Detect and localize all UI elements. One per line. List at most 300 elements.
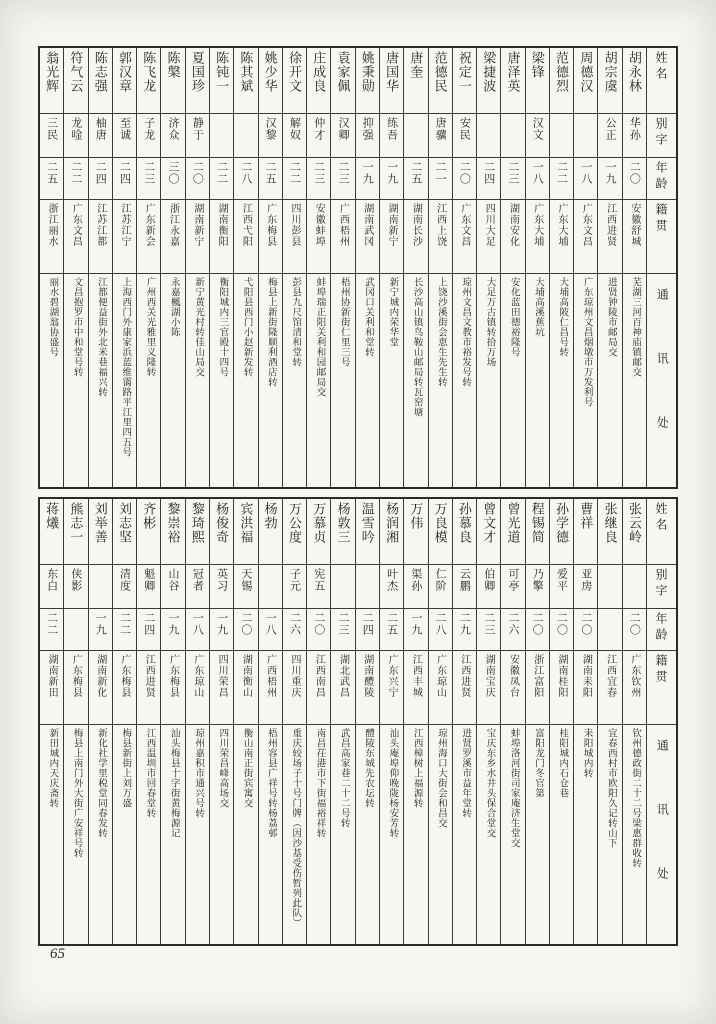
origin-cell: [137, 651, 160, 725]
entry-column: [161, 499, 185, 944]
entry-column: [113, 499, 137, 944]
age-value: 二〇: [579, 612, 592, 636]
person-name: 孙学德: [554, 502, 570, 544]
age-cell: [40, 158, 63, 200]
origin-cell: [501, 200, 524, 274]
person-name: 祝定一: [456, 51, 472, 93]
courtesy-cell: [356, 114, 379, 158]
person-name: 姚少华: [262, 51, 278, 93]
origin-value: 湖南新化: [94, 654, 106, 698]
origin-value: 湖南桂阳: [556, 654, 568, 698]
origin-cell: [331, 200, 354, 274]
contact-cell: [331, 274, 354, 487]
age-value: 二〇: [458, 161, 471, 185]
entry-column: [113, 48, 137, 487]
entry-column: [186, 48, 210, 487]
age-cell: [331, 609, 354, 651]
origin-value: 湖北武昌: [337, 654, 349, 698]
courtesy-cell: [453, 565, 476, 609]
header-column-bottom: [647, 499, 676, 944]
courtesy-name: 至诚: [118, 117, 131, 141]
person-name: 夏国珍: [189, 51, 205, 93]
person-name: 周德汉: [578, 51, 594, 93]
age-value: 二三: [482, 612, 495, 636]
age-value: 二二: [555, 161, 568, 185]
age-cell: [404, 609, 427, 651]
contact-address: 汕头梅县十字街黄梅源记: [168, 728, 179, 838]
courtesy-name: 汉文: [531, 117, 544, 141]
age-value: 二二: [215, 161, 228, 185]
age-cell: [526, 609, 549, 651]
entry-column: [623, 499, 647, 944]
person-name: 杨勃: [262, 502, 278, 530]
name-cell: [501, 499, 524, 565]
age-cell: [137, 158, 160, 200]
entry-column: [307, 48, 331, 487]
age-value: 二〇: [239, 612, 252, 636]
origin-cell: [550, 200, 573, 274]
age-cell: [429, 609, 452, 651]
name-cell: [526, 499, 549, 565]
origin-cell: [550, 651, 573, 725]
name-cell: [501, 48, 524, 114]
courtesy-name: 汉卿: [337, 117, 350, 141]
contact-cell: [161, 274, 184, 487]
age-value: 二〇: [628, 161, 641, 185]
courtesy-name: 子元: [288, 568, 301, 592]
entry-column: [453, 48, 477, 487]
origin-cell: [161, 200, 184, 274]
courtesy-cell: [501, 114, 524, 158]
header-name-cell: [647, 499, 676, 565]
contact-cell: [113, 274, 136, 487]
header-age-label: 年龄: [654, 161, 668, 193]
entry-column: [404, 48, 428, 487]
contact-cell: [210, 274, 233, 487]
courtesy-cell: [40, 114, 63, 158]
person-name: 孙慕良: [456, 502, 472, 544]
contact-address: 琼州海口大街会和昌交: [435, 728, 446, 828]
name-cell: [283, 48, 306, 114]
header-origin-cell: [647, 200, 676, 274]
contact-address: 芜湖三河百神庙镇邮交: [630, 277, 641, 377]
origin-value: 湖南醴陵: [361, 654, 373, 698]
contact-address: 新田城内天庆斋转: [47, 728, 58, 808]
name-cell: [113, 499, 136, 565]
header-age-cell: [647, 158, 676, 200]
name-cell: [429, 499, 452, 565]
courtesy-name: 安民: [458, 117, 471, 141]
courtesy-cell: [89, 565, 112, 609]
header-contact-cell: [647, 725, 676, 944]
person-name: 杨敦三: [335, 502, 351, 544]
courtesy-cell: [526, 565, 549, 609]
age-value: 二六: [288, 612, 301, 636]
age-cell: [550, 158, 573, 200]
name-cell: [623, 499, 646, 565]
origin-cell: [137, 200, 160, 274]
origin-value: 江西南昌: [313, 654, 325, 698]
origin-cell: [186, 651, 209, 725]
origin-value: 广东梅县: [264, 203, 276, 247]
contact-cell: [526, 725, 549, 944]
person-name: 杨润湘: [384, 502, 400, 544]
origin-cell: [259, 651, 282, 725]
origin-value: 湖南宝庆: [483, 654, 495, 698]
contact-cell: [113, 725, 136, 944]
contact-address: 安化蓝田德裕隆号: [508, 277, 519, 357]
age-cell: [380, 609, 403, 651]
origin-cell: [64, 651, 87, 725]
name-cell: [574, 499, 597, 565]
entry-column: [64, 48, 88, 487]
courtesy-cell: [283, 565, 306, 609]
age-cell: [259, 158, 282, 200]
contact-address: 醴陵东城先农坛转: [363, 728, 374, 808]
courtesy-name: 公正: [604, 117, 617, 141]
courtesy-name: 仁阶: [434, 568, 447, 592]
contact-cell: [501, 725, 524, 944]
contact-cell: [477, 274, 500, 487]
courtesy-name: 柚唐: [94, 117, 107, 141]
age-value: 二四: [94, 161, 107, 185]
age-value: 二四: [361, 612, 374, 636]
origin-value: 湖南武冈: [361, 203, 373, 247]
contact-cell: [380, 725, 403, 944]
header-origin-cell: [647, 651, 676, 725]
courtesy-name: 仲才: [312, 117, 325, 141]
contact-address: 广州西关光雅里义隆转: [144, 277, 155, 377]
origin-value: 广东钦州: [628, 654, 640, 698]
name-cell: [234, 48, 257, 114]
contact-cell: [64, 274, 87, 487]
contact-address: 桂阳城内石仓巷: [557, 728, 568, 798]
courtesy-name: 练吾: [385, 117, 398, 141]
courtesy-cell: [598, 114, 621, 158]
entry-column: [161, 48, 185, 487]
contact-cell: [210, 725, 233, 944]
origin-value: 江西进贤: [458, 654, 470, 698]
contact-address: 武冈口关利和堂转: [363, 277, 374, 357]
name-cell: [283, 499, 306, 565]
courtesy-name: 龙唫: [69, 117, 82, 141]
age-cell: [283, 158, 306, 200]
courtesy-cell: [429, 114, 452, 158]
age-cell: [186, 609, 209, 651]
person-name: 曾文才: [481, 502, 497, 544]
person-name: 黎琦熙: [189, 502, 205, 544]
person-name: 熊志一: [68, 502, 84, 544]
age-cell: [113, 158, 136, 200]
courtesy-name: 三民: [45, 117, 58, 141]
name-cell: [113, 48, 136, 114]
name-cell: [623, 48, 646, 114]
courtesy-name: 亚房: [579, 568, 592, 592]
courtesy-name: 华孙: [628, 117, 641, 141]
contact-address: 耒阳城内转: [581, 728, 592, 778]
origin-value: 安徽蚌埠: [313, 203, 325, 247]
origin-value: 广东梅县: [118, 654, 130, 698]
courtesy-name: 山谷: [167, 568, 180, 592]
person-name: 唐奎: [408, 51, 424, 79]
origin-cell: [89, 200, 112, 274]
origin-value: 江西上饶: [434, 203, 446, 247]
origin-value: 广东文昌: [580, 203, 592, 247]
origin-value: 湖南安化: [507, 203, 519, 247]
origin-cell: [404, 200, 427, 274]
origin-value: 湖南新宁: [386, 203, 398, 247]
header-origin-label: 籍贯: [654, 203, 668, 235]
name-cell: [526, 48, 549, 114]
origin-value: 湖南新田: [46, 654, 58, 698]
courtesy-cell: [501, 565, 524, 609]
age-cell: [89, 158, 112, 200]
contact-cell: [550, 725, 573, 944]
contact-cell: [307, 274, 330, 487]
entry-column: [429, 48, 453, 487]
contact-cell: [283, 725, 306, 944]
origin-cell: [623, 651, 646, 725]
age-value: 二二: [118, 612, 131, 636]
age-value: 一九: [361, 161, 374, 185]
person-name: 万良模: [432, 502, 448, 544]
age-value: 二三: [506, 161, 519, 185]
courtesy-cell: [161, 114, 184, 158]
origin-cell: [356, 200, 379, 274]
entry-column: [137, 499, 161, 944]
courtesy-name: 东白: [45, 568, 58, 592]
person-name: 翁光辉: [44, 51, 60, 93]
contact-cell: [598, 274, 621, 487]
header-name-cell: [647, 48, 676, 114]
age-value: 二五: [45, 161, 58, 185]
origin-value: 四川彭县: [288, 203, 300, 247]
person-name: 庄成良: [311, 51, 327, 93]
age-cell: [307, 609, 330, 651]
origin-value: 广东大埔: [556, 203, 568, 247]
origin-value: 广东梅县: [167, 654, 179, 698]
contact-cell: [574, 274, 597, 487]
contact-address: 汕头庵埠仰晚陇杨安芳转: [387, 728, 398, 838]
origin-cell: [64, 200, 87, 274]
origin-value: 江西弋阳: [240, 203, 252, 247]
courtesy-cell: [404, 565, 427, 609]
origin-value: 广西梧州: [264, 654, 276, 698]
age-value: 二〇: [628, 612, 641, 636]
contact-address: 宜春西村市欧阳久记转山下: [605, 728, 616, 848]
page-number: 65: [50, 946, 65, 962]
entry-column: [283, 499, 307, 944]
age-cell: [186, 158, 209, 200]
name-cell: [453, 499, 476, 565]
age-value: 二一: [434, 161, 447, 185]
origin-value: 四川大足: [483, 203, 495, 247]
origin-cell: [283, 651, 306, 725]
courtesy-cell: [259, 114, 282, 158]
register-table-top: [38, 46, 678, 489]
courtesy-cell: [550, 565, 573, 609]
entry-column: [623, 48, 647, 487]
age-cell: [598, 609, 621, 651]
contact-cell: [404, 725, 427, 944]
age-cell: [113, 609, 136, 651]
name-cell: [137, 48, 160, 114]
contact-address: 大埔高陂仁昌号转: [557, 277, 568, 357]
contact-address: 上海西门外康家浜蓝维霭路平江里四五号: [120, 277, 131, 457]
age-value: 二四: [118, 161, 131, 185]
courtesy-name: 唐骥: [434, 117, 447, 141]
contact-cell: [429, 274, 452, 487]
contact-cell: [186, 274, 209, 487]
person-name: 陈志强: [92, 51, 108, 93]
contact-address: 富阳龙门冬官第: [533, 728, 544, 798]
courtesy-name: 云鹏: [458, 568, 471, 592]
courtesy-cell: [137, 114, 160, 158]
courtesy-cell: [526, 114, 549, 158]
contact-address: 钦州德政街二十二号梁惠群收转: [630, 728, 641, 868]
courtesy-name: 天锡: [239, 568, 252, 592]
entry-column: [40, 48, 64, 487]
contact-cell: [453, 725, 476, 944]
age-value: 一八: [191, 612, 204, 636]
contact-address: 衡阳城内三官殿十四号: [217, 277, 228, 377]
age-cell: [89, 609, 112, 651]
origin-value: 江苏江宁: [118, 203, 130, 247]
courtesy-cell: [550, 114, 573, 158]
age-cell: [259, 609, 282, 651]
contact-cell: [623, 274, 646, 487]
person-name: 胡永林: [626, 51, 642, 93]
entry-column: [331, 499, 355, 944]
person-name: 曹祥: [578, 502, 594, 530]
contact-address: 衡山南正街宾寓交: [241, 728, 252, 808]
header-courtesy-cell: [647, 565, 676, 609]
person-name: 梁锋: [529, 51, 545, 79]
age-cell: [623, 158, 646, 200]
origin-cell: [453, 651, 476, 725]
age-cell: [307, 158, 330, 200]
entry-column: [429, 499, 453, 944]
age-value: 一八: [579, 161, 592, 185]
contact-address: 蚌埠洛河街司家庵济生堂交: [508, 728, 519, 848]
courtesy-cell: [186, 114, 209, 158]
courtesy-name: 叶杰: [385, 568, 398, 592]
origin-cell: [113, 651, 136, 725]
origin-value: 浙江富阳: [531, 654, 543, 698]
name-cell: [259, 48, 282, 114]
contact-cell: [283, 274, 306, 487]
courtesy-cell: [380, 114, 403, 158]
age-value: 一九: [409, 612, 422, 636]
courtesy-cell: [331, 565, 354, 609]
contact-address: 四川荣昌峰高场交: [217, 728, 228, 808]
courtesy-cell: [307, 565, 330, 609]
header-courtesy-label: 别字: [654, 568, 668, 600]
contact-address: 新化社学里税堂同春发转: [95, 728, 106, 838]
person-name: 陈钝一: [214, 51, 230, 93]
entry-column: [550, 499, 574, 944]
age-value: 二二: [45, 612, 58, 636]
contact-address: 江西温圳市回春堂转: [144, 728, 155, 818]
origin-value: 广东琼山: [434, 654, 446, 698]
courtesy-cell: [283, 114, 306, 158]
name-cell: [137, 499, 160, 565]
origin-cell: [453, 200, 476, 274]
origin-cell: [283, 200, 306, 274]
header-courtesy-cell: [647, 114, 676, 158]
courtesy-cell: [477, 114, 500, 158]
person-name: 程锡简: [529, 502, 545, 544]
name-cell: [186, 48, 209, 114]
name-cell: [331, 499, 354, 565]
courtesy-name: 英习: [215, 568, 228, 592]
name-cell: [429, 48, 452, 114]
origin-value: 广东梅县: [70, 654, 82, 698]
age-value: 一九: [94, 612, 107, 636]
contact-address: 重庆较场子十号门牌（因沙基受伤暂列此队）: [290, 728, 301, 928]
courtesy-cell: [477, 565, 500, 609]
person-name: 梁捷波: [481, 51, 497, 93]
contact-cell: [404, 274, 427, 487]
courtesy-name: 抑强: [361, 117, 374, 141]
entry-column: [477, 499, 501, 944]
name-cell: [40, 48, 63, 114]
age-value: 二五: [385, 612, 398, 636]
entry-column: [501, 48, 525, 487]
courtesy-cell: [89, 114, 112, 158]
contact-address: 南昌茌港市下街福裕祥转: [314, 728, 325, 838]
contact-address: 大埔高溪蕉坑: [533, 277, 544, 337]
origin-cell: [186, 200, 209, 274]
name-cell: [380, 499, 403, 565]
age-cell: [526, 158, 549, 200]
age-value: 二二: [288, 161, 301, 185]
courtesy-cell: [623, 114, 646, 158]
origin-value: 江西进贤: [143, 654, 155, 698]
age-value: 一九: [215, 612, 228, 636]
origin-value: 江苏江都: [94, 203, 106, 247]
contact-cell: [89, 725, 112, 944]
contact-cell: [598, 725, 621, 944]
origin-cell: [40, 651, 63, 725]
origin-value: 江西宜春: [604, 654, 616, 698]
age-value: 二〇: [555, 612, 568, 636]
person-name: 万慕贞: [311, 502, 327, 544]
name-cell: [307, 48, 330, 114]
person-name: 黎崇裕: [165, 502, 181, 544]
contact-address: 长沙高山镇鸟鞍山邮局转瓦窑塘: [411, 277, 422, 417]
origin-cell: [234, 651, 257, 725]
contact-address: 进贤钟陵市邮局交: [605, 277, 616, 357]
name-cell: [64, 48, 87, 114]
origin-cell: [526, 651, 549, 725]
courtesy-cell: [574, 114, 597, 158]
contact-cell: [574, 725, 597, 944]
contact-address: 彭县九尺馆清和堂转: [290, 277, 301, 367]
courtesy-cell: [186, 565, 209, 609]
contact-cell: [550, 274, 573, 487]
contact-address: 大足万古镇转拾万场: [484, 277, 495, 367]
person-name: 徐开文: [286, 51, 302, 93]
origin-cell: [574, 651, 597, 725]
age-cell: [210, 158, 233, 200]
header-contact-label: 通讯处: [655, 288, 670, 480]
age-value: 二四: [482, 161, 495, 185]
entry-column: [380, 48, 404, 487]
origin-cell: [89, 651, 112, 725]
courtesy-name: 可亭: [506, 568, 519, 592]
person-name: 范德民: [432, 51, 448, 93]
